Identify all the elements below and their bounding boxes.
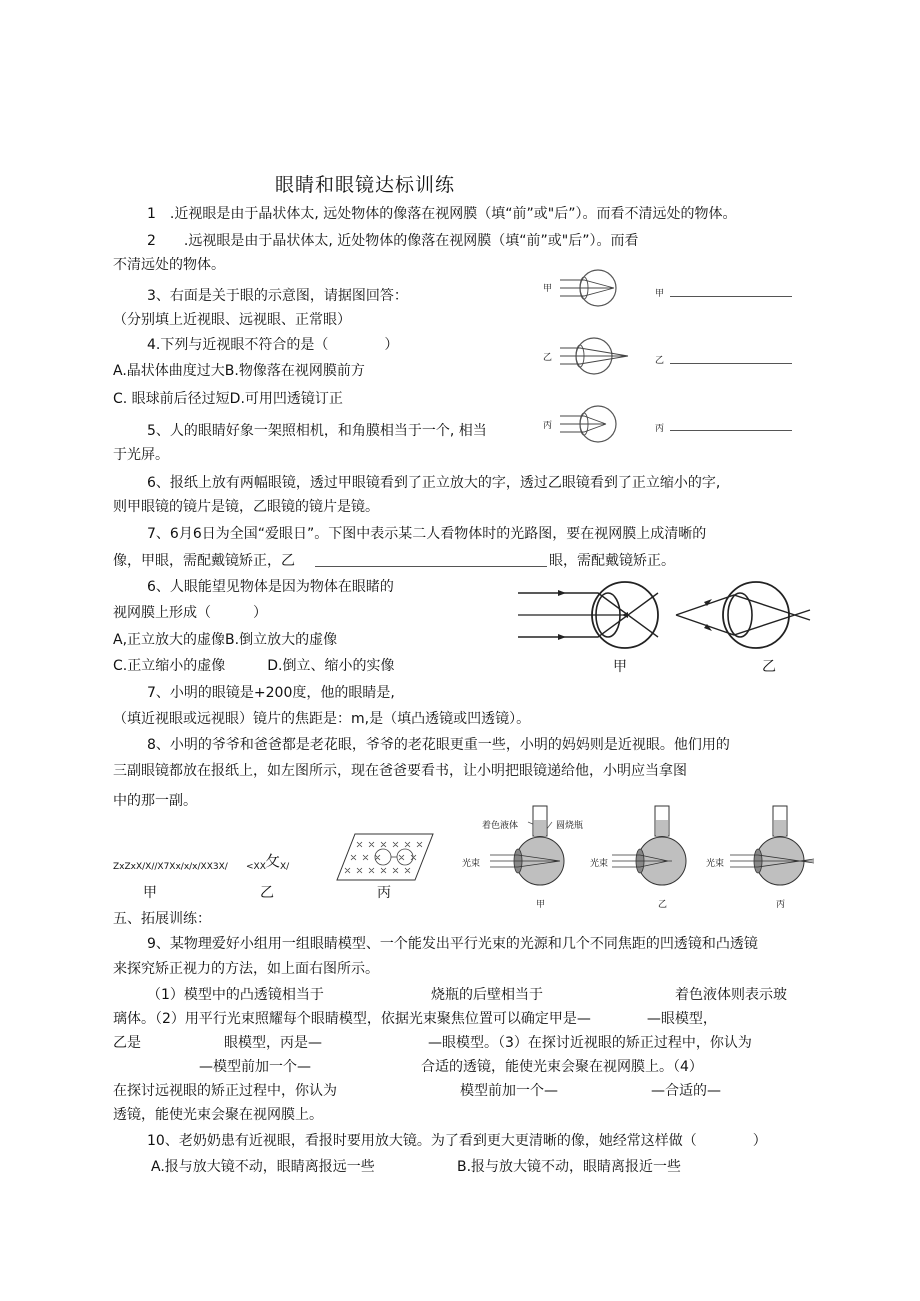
q4-text: 4.下列与近视眼不符合的是（ ）	[147, 337, 399, 353]
q11-text: 9、某物理爱好小组用一组眼睛模型、一个能发出平行光束的光源和几个不同焦距的凹透镜和凸透镜	[147, 936, 758, 952]
eye-answer-label-jia: 甲	[655, 289, 665, 299]
q11-part2: 璃体。（2）用平行光束照耀每个眼睛模型，依据光束聚焦位置可以确定甲是— —眼模型，	[113, 1011, 717, 1027]
q7-text: 7、6月6日为全国“爱眼日”。下图中表示某二人看物体时的光路图，要在视网膜上成清晰的	[147, 526, 707, 542]
flask-beam-label-yi: 光束	[590, 859, 609, 869]
eye-label-bing: 丙	[543, 421, 553, 431]
q2-text: 2 .远视眼是由于晶状体太, 近处物体的像落在视网膜（填“前”或"后”）。而看	[147, 233, 639, 249]
q11-part1-a: （1）模型中的凸透镜相当于	[147, 987, 324, 1003]
q1-text: 1 .近视眼是由于晶状体太, 远处物体的像落在视网膜（填“前”或"后”）。而看不清远处的物体。	[147, 206, 737, 222]
flask-label-flask: 圆烧瓶	[556, 821, 584, 831]
q2-text-cont: 不清远处的物体。	[113, 257, 225, 273]
q11-part4-b: 模型前加一个—	[460, 1083, 558, 1099]
q8-text: 6、人眼能望见物体是因为物体在眼睹的	[147, 579, 394, 595]
q11-part4-end: 透镜，能使光束会聚在视网膜上。	[113, 1107, 323, 1123]
ray-diagram-jia	[518, 580, 663, 650]
q11-part4-c: —合适的—	[651, 1083, 721, 1099]
flask-caption-jia: 甲	[536, 900, 546, 910]
eye-diagram-yi	[558, 336, 638, 376]
q4-options-cd: C. 眼球前后径过短D.可用凹透镜订正	[113, 391, 343, 407]
flask-beam-label-jia: 光束	[462, 859, 481, 869]
q7-answer-blank	[315, 566, 547, 567]
glasses-caption-yi: 乙	[260, 885, 274, 901]
q12-option-a: A.报与放大镜不动，眼睛离报远一些	[151, 1159, 375, 1175]
q11-text-cont: 来探究矫正视力的方法，如上面右图所示。	[113, 961, 379, 977]
eye-diagram-bing	[558, 404, 638, 444]
q11-part1-b: 烧瓶的后壁相当于	[431, 987, 543, 1003]
q6-text-cont: 则甲眼镜的镜片是镜，乙眼镜的镜片是镜。	[113, 499, 379, 515]
flask-model-jia	[490, 806, 600, 886]
eye-answer-blank-yi	[670, 363, 792, 364]
glasses-scan-text-c: 攵	[265, 852, 281, 870]
glasses-scan-text-b: <XX	[246, 862, 266, 872]
q12-option-b: B.报与放大镜不动，眼睛离报近一些	[457, 1159, 682, 1175]
eye-answer-label-bing: 丙	[655, 424, 665, 434]
flask-model-yi	[612, 806, 725, 886]
q8-options-ab: A,正立放大的虚像B.倒立放大的虚像	[113, 632, 338, 648]
q4-options-ab: A.晶状体曲度过大B.物像落在视网膜前方	[113, 363, 365, 379]
ray-diagram-yi	[674, 580, 814, 650]
q5-text: 5、人的眼睛好象一架照相机，和角膜相当于一个, 相当	[147, 423, 487, 439]
flask-label-liquid: 着色液体	[482, 821, 519, 831]
eye-diagram-jia	[558, 268, 638, 308]
q9-text: 7、小明的眼镜是+200度，他的眼睛是,	[147, 685, 395, 701]
q11-part3-b: 合适的透镜，能使光束会聚在视网膜上。（4）	[421, 1059, 703, 1075]
page-title: 眼睛和眼镜达标训练	[275, 174, 456, 196]
glasses-scan-text-a: ZxZxX/X//X7Xx/x/x/XX3X/	[113, 862, 228, 872]
section-five-heading: 五、拓展训练：	[113, 911, 211, 927]
q6-text: 6、报纸上放有两幅眼镜，透过甲眼镜看到了正立放大的字，透过乙眼镜看到了正立缩小的字,	[147, 475, 721, 491]
glasses-caption-jia: 甲	[143, 885, 157, 901]
q8-options-cd: C.正立缩小的虚像 D.倒立、缩小的实像	[113, 658, 395, 674]
flask-beam-label-bing: 光束	[706, 859, 725, 869]
eye-label-yi: 乙	[543, 353, 553, 363]
ray-caption-yi: 乙	[762, 659, 776, 675]
q8-text-cont: 视网膜上形成（ ）	[113, 605, 267, 621]
q11-part4-a: 在探讨远视眼的矫正过程中，你认为	[113, 1083, 337, 1099]
flask-caption-yi: 乙	[658, 900, 668, 910]
ray-caption-jia: 甲	[613, 659, 627, 675]
glasses-caption-bing: 丙	[377, 885, 391, 901]
q3-text: 3、右面是关于眼的示意图，请据图回答：	[147, 288, 408, 304]
eye-label-jia: 甲	[543, 284, 553, 294]
q11-part2-b2: 眼模型，丙是—	[224, 1035, 322, 1051]
eye-answer-blank-bing	[670, 430, 792, 431]
q10-text: 8、小明的爷爷和爸爸都是老花眼，爷爷的老花眼更重一些，小明的妈妈则是近视眼。他们用的	[147, 737, 730, 753]
glasses-scan-text-d: X/	[280, 862, 290, 872]
q10-text-cont: 三副眼镜都放在报纸上，如左图所示，现在爸爸要看书，让小明把眼镜递给他，小明应当拿图	[113, 763, 687, 779]
q7-text-post: 眼，需配戴镜矫正。	[549, 553, 675, 569]
flask-caption-bing: 丙	[776, 900, 786, 910]
eye-answer-blank-jia	[670, 296, 792, 297]
newspaper-lens-diagram	[335, 832, 435, 882]
q11-part2-b3: —眼模型。（3）在探讨近视眼的矫正过程中，你认为	[428, 1035, 752, 1051]
q11-part1-c: 着色液体则表示玻	[675, 987, 787, 1003]
q7-text-pre: 像，甲眼，需配戴镜矫正，乙	[113, 553, 295, 569]
q3-hint: （分别填上近视眼、远视眼、正常眼）	[113, 312, 351, 328]
q11-part2-b1: 乙是	[113, 1035, 141, 1051]
q10-text-end: 中的那一副。	[113, 793, 197, 809]
q12-text: 10、老奶奶患有近视眼，看报时要用放大镜。为了看到更大更清晰的像，她经常这样做（ ）	[147, 1133, 767, 1149]
q11-part3-a: —模型前加一个—	[199, 1059, 311, 1075]
eye-answer-label-yi: 乙	[655, 356, 665, 366]
flask-model-bing	[730, 806, 840, 886]
q5-text-cont: 于光屏。	[113, 447, 169, 463]
q9-text-cont: （填近视眼或远视眼）镜片的焦距是：m,是（填凸透镜或凹透镜）。	[113, 711, 531, 727]
